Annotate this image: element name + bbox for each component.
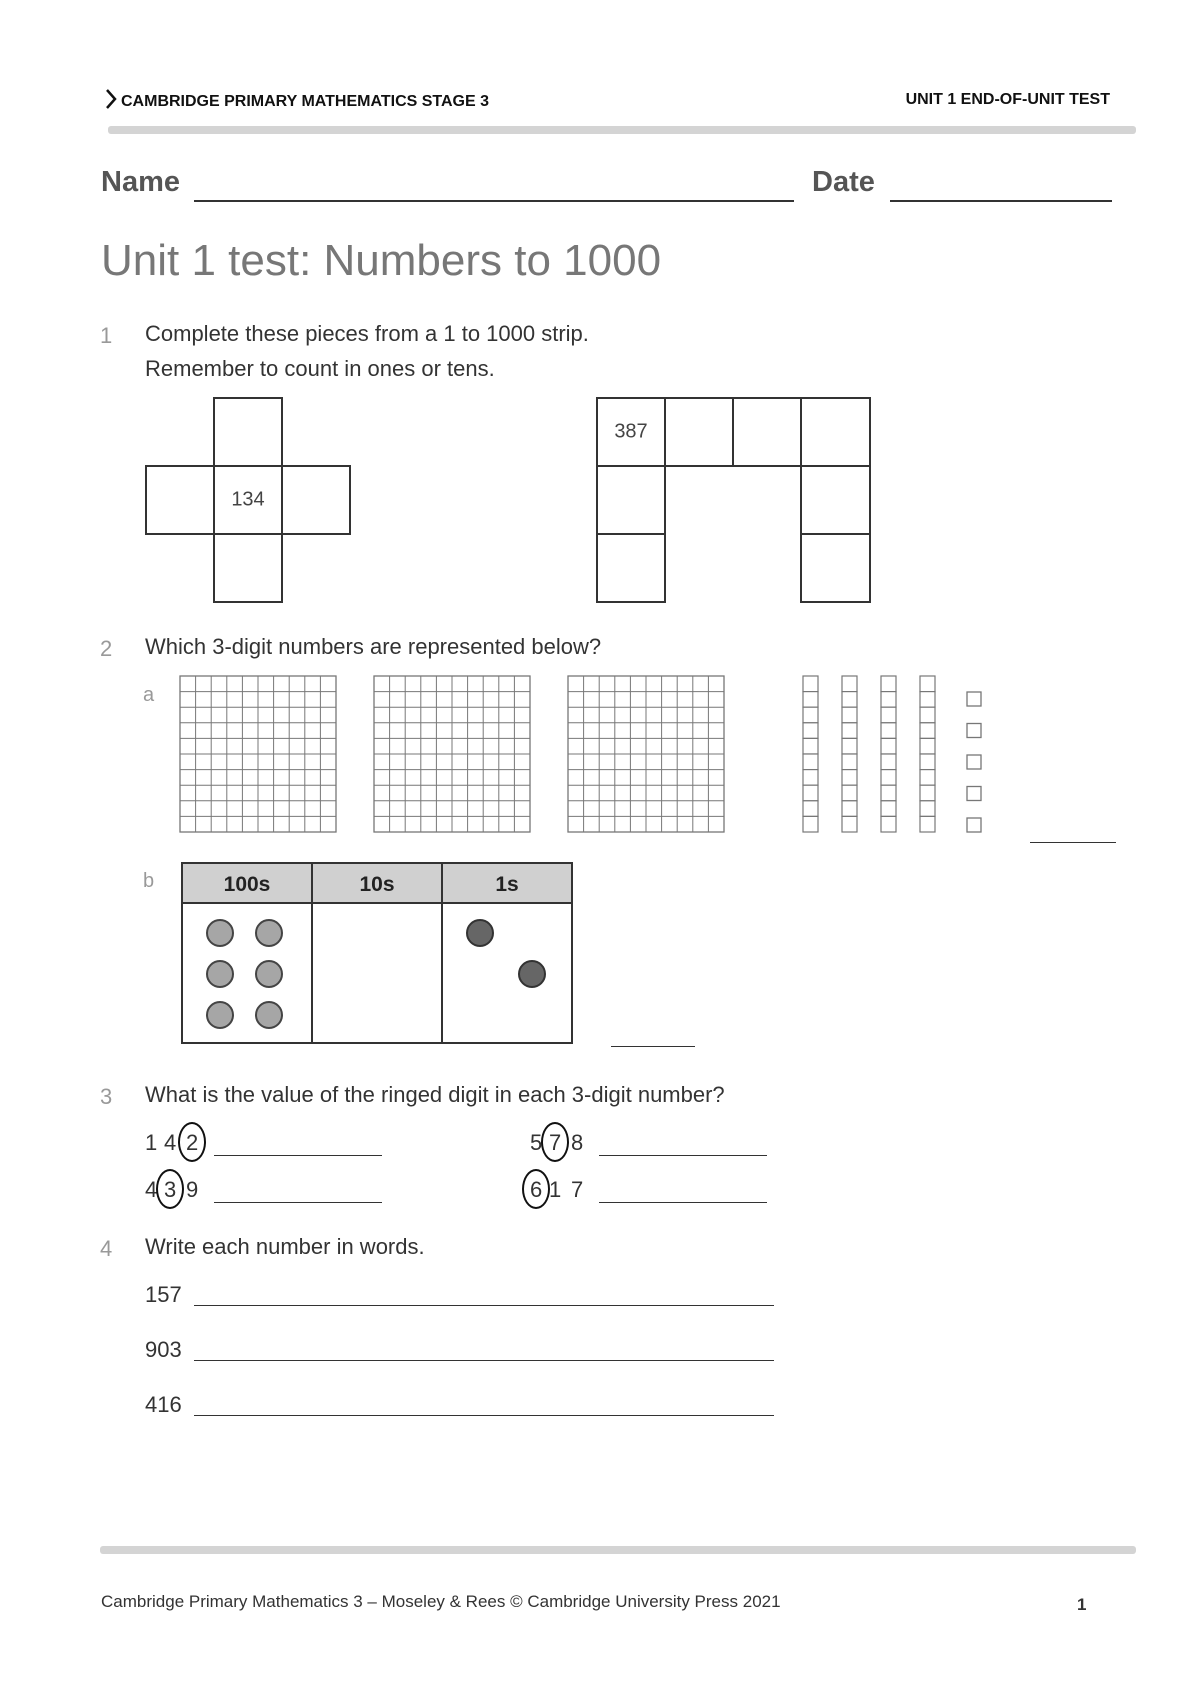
q3-ring [522,1169,550,1209]
hundreds-counter [207,961,233,987]
header-right-title: UNIT 1 END-OF-UNIT TEST [905,91,1110,108]
q3-item [145,1128,395,1162]
q4-answer-line-1[interactable] [194,1305,774,1306]
ones-counter [467,920,493,946]
q4-number-2: 903 [145,1337,182,1362]
header-left-title: CAMBRIDGE PRIMARY MATHEMATICS STAGE 3 [121,93,490,110]
one-cube [967,692,981,706]
date-label: Date [812,166,875,198]
table-header-10s: 10s [359,873,395,896]
q2a-answer-line[interactable] [1030,842,1116,843]
name-label: Name [101,166,180,198]
one-cube [967,818,981,832]
q1-u-cell[interactable] [800,533,871,603]
q3-digit: 2 [186,1130,199,1155]
one-cube [967,787,981,801]
q3-answer-line[interactable] [214,1202,382,1203]
q2b-answer-line[interactable] [611,1046,695,1047]
q1-cross-right-cell[interactable] [281,465,351,535]
q1-cross-bottom-cell[interactable] [213,533,283,603]
q3-ring [541,1122,569,1162]
q3-number: 3 [100,1084,113,1109]
q3-digit: 6 [530,1177,543,1202]
q1-u-cell[interactable] [596,533,666,603]
ten-rod [803,676,818,832]
one-cube [967,724,981,738]
ten-rod [920,676,935,832]
footer-credit: Cambridge Primary Mathematics 3 – Moseley & Rees © Cambridge University Press 2021 [101,1592,781,1611]
hundreds-counter [207,920,233,946]
q4-number: 4 [100,1236,113,1261]
q3-digit: 5 [530,1130,543,1155]
q4-number-3: 416 [145,1392,182,1417]
q1-cross-center-value: 134 [231,488,265,511]
hundreds-counter [207,1002,233,1028]
q3-digit: 1 [145,1130,158,1155]
q1-u-cell[interactable] [800,397,871,467]
page-title: Unit 1 test: Numbers to 1000 [101,236,662,285]
q2-part-a-label: a [143,684,155,706]
q3-digit: 7 [549,1130,562,1155]
one-cube [967,755,981,769]
base-ten-blocks [170,670,1130,840]
q1-u-start-cell [596,397,666,467]
q1-cross-top-cell[interactable] [213,397,283,467]
chevron-right-icon [104,88,118,115]
hundred-block [568,676,724,832]
q3-digit: 8 [571,1130,584,1155]
table-header-1s: 1s [495,873,519,896]
q1-cross-center-cell [213,465,283,535]
q1-line2: Remember to count in ones or tens. [145,356,495,381]
q1-u-start-value: 387 [614,420,648,443]
q4-text: Write each number in words. [145,1234,425,1259]
q1-u-cell[interactable] [664,397,734,467]
date-field[interactable] [890,200,1112,202]
footer-divider [100,1546,1136,1554]
q2-text: Which 3-digit numbers are represented below? [145,634,602,659]
q1-u-cell[interactable] [596,465,666,535]
ten-rod [842,676,857,832]
q3-item [530,1128,780,1162]
q4-answer-line-2[interactable] [194,1360,774,1361]
q3-digit: 4 [145,1177,158,1202]
table-header-100s: 100s [223,873,271,896]
q4-number-1: 157 [145,1282,182,1307]
q4-answer-line-3[interactable] [194,1415,774,1416]
name-field[interactable] [194,200,794,202]
hundreds-counter [256,1002,282,1028]
ten-rod [881,676,896,832]
q3-digit: 4 [164,1130,177,1155]
q1-cross-left-cell[interactable] [145,465,215,535]
hundred-block [374,676,530,832]
page-number: 1 [1077,1595,1087,1614]
q1-number: 1 [100,323,113,348]
ones-counter [519,961,545,987]
header-left [104,88,489,115]
q3-digit: 3 [164,1177,177,1202]
q2-part-b-label: b [143,870,155,892]
q3-digit: 1 [549,1177,562,1202]
hundred-block [180,676,336,832]
q3-answer-line[interactable] [214,1155,382,1156]
q3-text: What is the value of the ringed digit in each 3-digit number? [145,1082,725,1107]
q3-digit: 9 [186,1177,199,1202]
q3-answer-line[interactable] [599,1155,767,1156]
q3-digit: 7 [571,1177,584,1202]
q1-u-cell[interactable] [800,465,871,535]
q3-item [145,1175,395,1209]
header-divider [108,126,1136,134]
q1-u-cell[interactable] [732,397,802,467]
q3-ring [156,1169,184,1209]
q3-item [530,1175,780,1209]
hundreds-counter [256,961,282,987]
q1-line1: Complete these pieces from a 1 to 1000 strip. [145,321,589,346]
hundreds-counter [256,920,282,946]
q3-answer-line[interactable] [599,1202,767,1203]
q2-number: 2 [100,636,113,661]
place-value-table [180,860,580,1050]
q3-ring [178,1122,206,1162]
